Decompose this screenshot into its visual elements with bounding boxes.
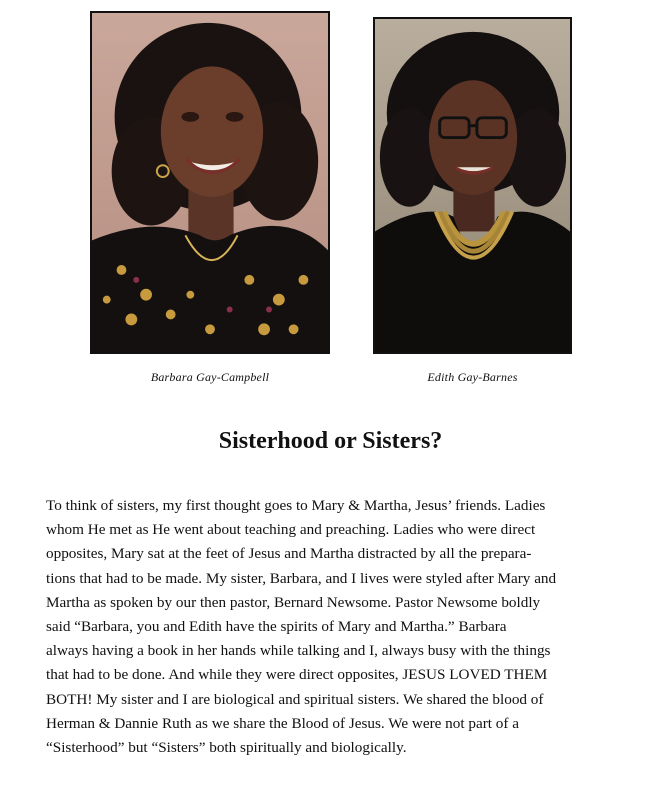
- body-paragraph: [46, 494, 636, 760]
- page-title: Sisterhood or Sisters?: [218, 428, 443, 454]
- body-line: tions that had to be made. My sister, Barbara, and I lives were styled after Mary and: [46, 569, 557, 587]
- body-line: always having a book in her hands while talking and I, always busy with the things: [46, 642, 551, 660]
- portrait-image: [92, 13, 328, 352]
- portrait-photo-left: [90, 11, 330, 354]
- body-line: BOTH! My sister and I are biological and spiritual sisters. We shared the blood of: [46, 690, 544, 708]
- body-line: that had to be done. And while they were direct opposites, JESUS LOVED THEM: [46, 666, 548, 684]
- body-line: opposites, Mary sat at the feet of Jesus and Martha distracted by all the prepara-: [46, 545, 532, 563]
- portrait-image: [375, 19, 570, 352]
- photo-caption-right: Edith Gay-Barnes: [427, 370, 518, 384]
- body-line: whom He met as He went about teaching and preaching. Ladies who were direct: [46, 521, 536, 539]
- portrait-photo-right: [373, 17, 572, 354]
- body-line: said “Barbara, you and Edith have the spirits of Mary and Martha.” Barbara: [46, 618, 507, 636]
- body-line: Herman & Dannie Ruth as we share the Blood of Jesus. We were not part of a: [46, 714, 519, 732]
- body-line: “Sisterhood” but “Sisters” both spiritually and biologically.: [46, 739, 407, 757]
- photo-caption-left: Barbara Gay-Campbell: [150, 370, 270, 384]
- body-line: Martha as spoken by our then pastor, Bernard Newsome. Pastor Newsome boldly: [46, 593, 541, 611]
- body-line: To think of sisters, my first thought goes to Mary & Martha, Jesus’ friends. Ladies: [46, 497, 546, 514]
